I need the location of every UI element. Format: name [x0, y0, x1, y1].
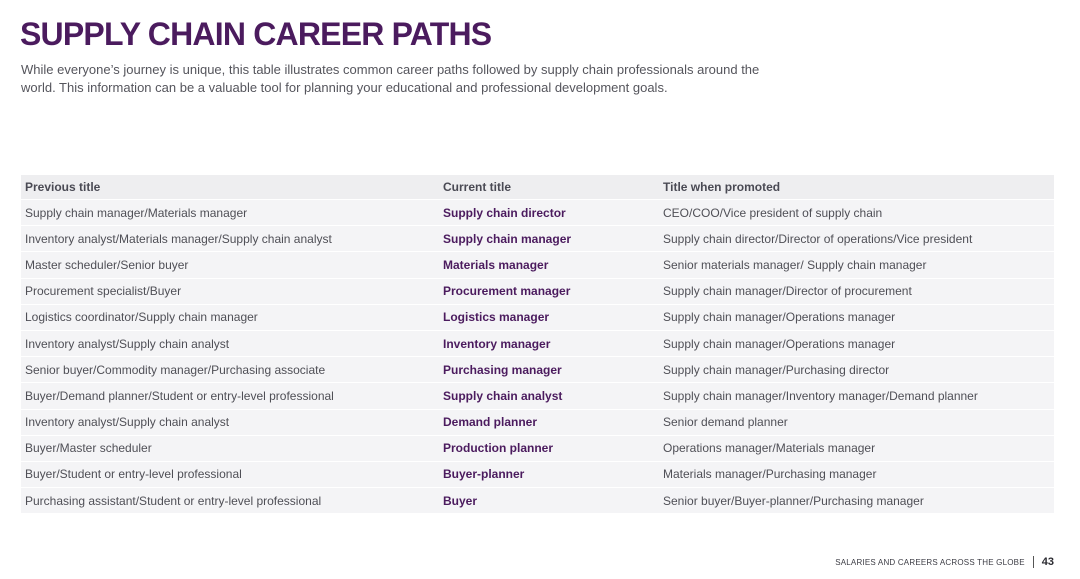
current-title-cell: Supply chain director: [439, 200, 659, 226]
current-title-cell: Materials manager: [439, 252, 659, 278]
promoted-title-cell: Supply chain director/Director of operations/Vice president: [659, 226, 1054, 252]
previous-title-cell: Buyer/Student or entry-level professional: [21, 461, 439, 487]
page-footer: [835, 556, 1054, 568]
footer-text: SALARIES AND CAREERS ACROSS THE GLOBE: [835, 557, 1025, 567]
promoted-title-cell: Materials manager/Purchasing manager: [659, 461, 1054, 487]
previous-title-cell: Buyer/Demand planner/Student or entry-level professional: [21, 383, 439, 409]
promoted-title-cell: Supply chain manager/Operations manager: [659, 330, 1054, 356]
table-row: [21, 278, 1054, 304]
header-previous-title: Previous title: [21, 175, 439, 200]
current-title-cell: Logistics manager: [439, 304, 659, 330]
promoted-title-cell: Supply chain manager/Director of procurement: [659, 278, 1054, 304]
intro-paragraph: While everyone’s journey is unique, this table illustrates common career paths followed by supply chain professionals around the world. This information can be a valuable tool for planning your educational and professional development goals.: [21, 62, 760, 95]
table-row: [21, 409, 1054, 435]
footer-divider: [1033, 556, 1034, 568]
previous-title-cell: Buyer/Master scheduler: [21, 435, 439, 461]
previous-title-cell: Supply chain manager/Materials manager: [21, 200, 439, 226]
table-row: [21, 304, 1054, 330]
career-paths-table: [21, 175, 1054, 514]
promoted-title-cell: Senior materials manager/ Supply chain manager: [659, 252, 1054, 278]
table-row: [21, 461, 1054, 487]
current-title-cell: Buyer: [439, 488, 659, 514]
table-row: [21, 435, 1054, 461]
page-title: SUPPLY CHAIN CAREER PATHS: [20, 16, 492, 52]
table-row: [21, 383, 1054, 409]
previous-title-cell: Senior buyer/Commodity manager/Purchasing associate: [21, 357, 439, 383]
current-title-cell: Buyer-planner: [439, 461, 659, 487]
promoted-title-cell: CEO/COO/Vice president of supply chain: [659, 200, 1054, 226]
current-title-cell: Supply chain manager: [439, 226, 659, 252]
table-row: [21, 330, 1054, 356]
previous-title-cell: Inventory analyst/Supply chain analyst: [21, 409, 439, 435]
table-header-row: [21, 175, 1054, 200]
previous-title-cell: Purchasing assistant/Student or entry-level professional: [21, 488, 439, 514]
previous-title-cell: Master scheduler/Senior buyer: [21, 252, 439, 278]
table-row: [21, 357, 1054, 383]
page-number: 43: [1041, 556, 1054, 568]
promoted-title-cell: Supply chain manager/Purchasing director: [659, 357, 1054, 383]
promoted-title-cell: Supply chain manager/Operations manager: [659, 304, 1054, 330]
promoted-title-cell: Senior demand planner: [659, 409, 1054, 435]
current-title-cell: Procurement manager: [439, 278, 659, 304]
promoted-title-cell: Operations manager/Materials manager: [659, 435, 1054, 461]
previous-title-cell: Inventory analyst/Supply chain analyst: [21, 330, 439, 356]
current-title-cell: Inventory manager: [439, 330, 659, 356]
table-row: [21, 252, 1054, 278]
current-title-cell: Purchasing manager: [439, 357, 659, 383]
previous-title-cell: Logistics coordinator/Supply chain manager: [21, 304, 439, 330]
previous-title-cell: Procurement specialist/Buyer: [21, 278, 439, 304]
header-title-when-promoted: Title when promoted: [659, 175, 1054, 200]
current-title-cell: Demand planner: [439, 409, 659, 435]
table-row: [21, 226, 1054, 252]
header-current-title: Current title: [439, 175, 659, 200]
current-title-cell: Supply chain analyst: [439, 383, 659, 409]
current-title-cell: Production planner: [439, 435, 659, 461]
previous-title-cell: Inventory analyst/Materials manager/Supply chain analyst: [21, 226, 439, 252]
promoted-title-cell: Supply chain manager/Inventory manager/Demand planner: [659, 383, 1054, 409]
table-row: [21, 488, 1054, 514]
promoted-title-cell: Senior buyer/Buyer-planner/Purchasing manager: [659, 488, 1054, 514]
table-row: [21, 200, 1054, 226]
